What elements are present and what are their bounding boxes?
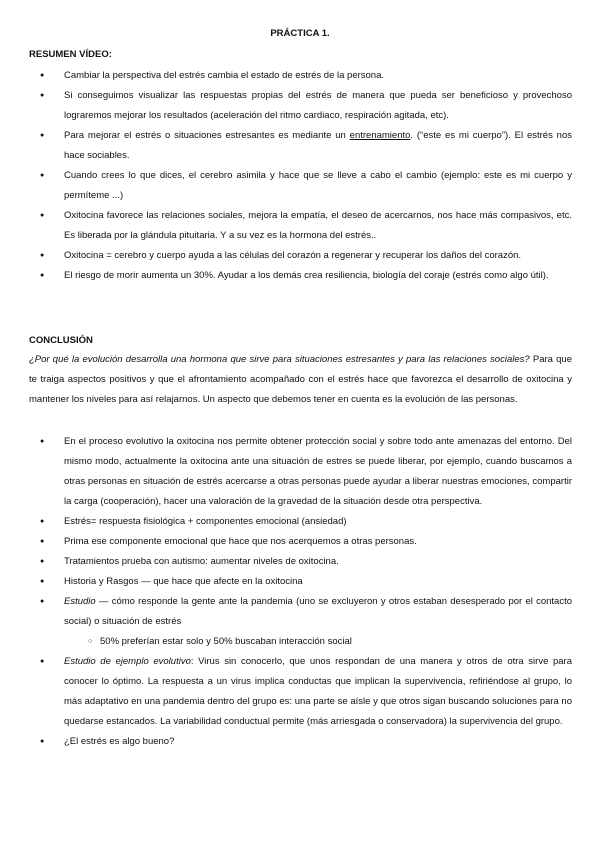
- list-item-text: . (“este es mi cuerpo”). El estrés nos hace sociables.: [64, 130, 573, 161]
- list-item: [29, 592, 572, 652]
- list-item-text: Oxitocina favorece las relaciones sociales, mejora la empatía, el deseo de acercarnos, nos hace más compasivos, etc. Es liberada por la glándula pituitaria. Y a su vez es la hormona del estrés..: [64, 210, 572, 241]
- list-item: [29, 266, 572, 286]
- list-item: [29, 432, 572, 512]
- list-item-text: El riesgo de morir aumenta un 30%. Ayudar a los demás crea resiliencia, biología del coraje (estrés como algo útil).: [64, 270, 549, 281]
- conclusion-question: ¿Por qué la evolución desarrolla una hormona que sirve para situaciones estresantes y para las relaciones sociales?: [29, 354, 530, 365]
- list-item: [29, 66, 572, 86]
- list-item-text: En el proceso evolutivo la oxitocina nos permite obtener protección social y sobre todo ante amenazas del entorno. Del mismo modo, actualmente la oxitocina ante una situación de estres se puede liberar, por ejemplo, cuando buscamos a otras personas en situación de estrés acercarse a otras personas puede ayudar a liberar nuestras emociones, compartir la carga (cooperación), hacer una valoración de la gravedad de la situación desde otra perspectiva.: [64, 436, 572, 507]
- sub-list: [64, 632, 572, 652]
- list-item-text: Prima ese componente emocional que hace que nos acerquemos a otras personas.: [64, 536, 417, 547]
- list-item: [29, 532, 572, 552]
- list-item-text: Para mejorar el estrés o situaciones estresantes es mediante un: [64, 130, 350, 141]
- section-heading-conclusion: CONCLUSIÓN: [29, 335, 93, 346]
- list-item-text: Si conseguimos visualizar las respuestas propias del estrés de manera que pueda ser beneficioso y provechoso lograremos mejorar los resultados (aceleración del ritmo cardiaco, respiración agitada, etc).: [64, 90, 572, 121]
- conclusion-list: [29, 432, 572, 752]
- study-label: Estudio de ejemplo evolutivo: [64, 656, 191, 667]
- list-item: [29, 572, 572, 592]
- conclusion-answer: Para que te traiga aspectos positivos y que el afrontamiento acompañado con el estrés hace que favorezca el desarrollo de oxitocina y mantener los niveles para así relajarnos. Un aspecto que debemos tener en cuenta es la evolución de las personas.: [29, 354, 572, 405]
- conclusion-paragraph: [29, 350, 572, 410]
- list-item: [29, 552, 572, 572]
- list-item: [29, 206, 572, 246]
- section-heading-resumen: RESUMEN VÍDEO:: [29, 49, 112, 60]
- list-item: [29, 732, 572, 752]
- list-item-text: Tratamientos prueba con autismo: aumentar niveles de oxitocina.: [64, 556, 339, 567]
- list-item-text: Cuando crees lo que dices, el cerebro asimila y hace que se lleve a cabo el cambio (ejemplo: este es mi cuerpo y permíteme ...): [64, 170, 572, 201]
- list-item-text: Estrés= respuesta fisiológica + componentes emocional (ansiedad): [64, 516, 347, 527]
- sub-list-item-text: 50% preferían estar solo y 50% buscaban interacción social: [100, 636, 352, 647]
- list-item-text: Cambiar la perspectiva del estrés cambia el estado de estrés de la persona.: [64, 70, 385, 81]
- sub-list-item: [64, 632, 572, 652]
- resumen-list: [29, 66, 572, 286]
- list-item: [29, 166, 572, 206]
- list-item: [29, 246, 572, 266]
- document-title: PRÁCTICA 1.: [270, 28, 330, 39]
- underlined-term: entrenamiento: [349, 130, 411, 141]
- list-item: [29, 86, 572, 126]
- list-item: [29, 512, 572, 532]
- study-label: Estudio: [64, 596, 96, 607]
- list-item-text: ¿El estrés es algo bueno?: [64, 736, 175, 747]
- list-item-text: — cómo responde la gente ante la pandemia (uno se excluyeron y otros estaban desesperado por el contacto social) o situación de estrés: [64, 596, 572, 627]
- list-item-text: Oxitocina = cerebro y cuerpo ayuda a las células del corazón a regenerar y recuperar los daños del corazón.: [64, 250, 522, 261]
- list-item-text: Historia y Rasgos — que hace que afecte en la oxitocina: [64, 576, 303, 587]
- list-item: [29, 126, 572, 166]
- list-item: [29, 652, 572, 732]
- list-item-text: : Virus sin conocerlo, que unos respondan de una manera y otros de otra sirve para conocer lo óptimo. La respuesta a un virus implica conductas que implican la supervivencia, refiriéndose al grupo, lo más adaptativo en una pandemia dentro del grupo es: una parte se aísle y que otros sigan buscando soluciones para no quedarse estancados. La variabilidad conductual permite (más arriesgada o conservadora) la supervivencia del grupo.: [64, 656, 572, 727]
